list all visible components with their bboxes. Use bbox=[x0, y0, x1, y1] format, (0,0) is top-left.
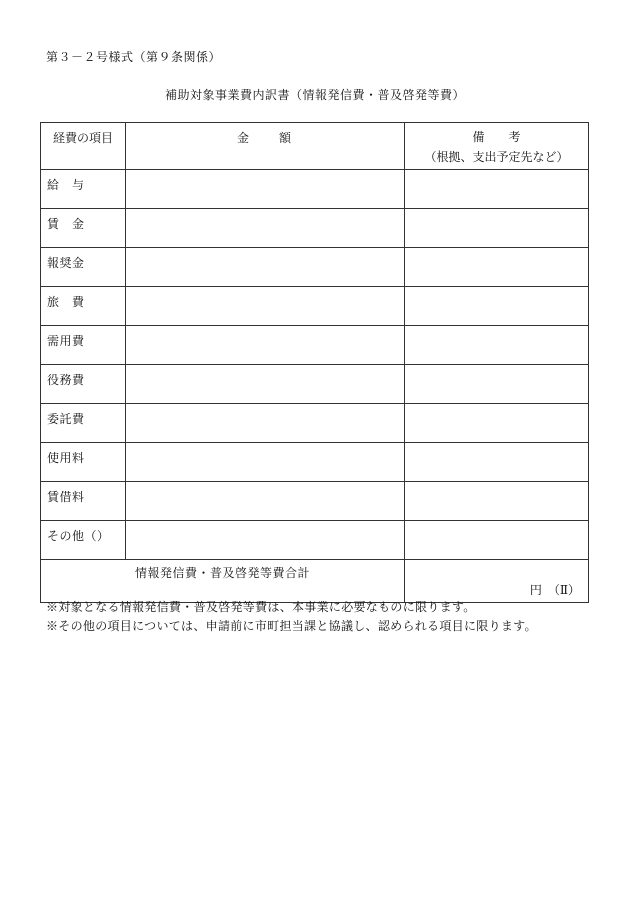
table-row bbox=[41, 365, 589, 404]
total-amount-cell[interactable] bbox=[405, 560, 589, 603]
amount-cell[interactable] bbox=[126, 521, 405, 560]
item-cell bbox=[41, 248, 126, 287]
item-label: その他（） bbox=[47, 529, 110, 543]
remarks-title: 備 考 bbox=[472, 130, 521, 144]
item-cell bbox=[41, 482, 126, 521]
item-cell bbox=[41, 443, 126, 482]
item-cell bbox=[41, 326, 126, 365]
table-row bbox=[41, 170, 589, 209]
amount-cell[interactable] bbox=[126, 443, 405, 482]
amount-cell[interactable] bbox=[126, 482, 405, 521]
remarks-cell[interactable] bbox=[405, 248, 589, 287]
amount-cell[interactable] bbox=[126, 326, 405, 365]
item-cell bbox=[41, 209, 126, 248]
amount-cell[interactable] bbox=[126, 404, 405, 443]
notes bbox=[46, 598, 537, 636]
remarks-cell[interactable] bbox=[405, 404, 589, 443]
note-line: ※対象となる情報発信費・普及啓発等費は、本事業に必要なものに限ります。 bbox=[46, 600, 476, 614]
expense-breakdown-table bbox=[40, 122, 589, 603]
table-row bbox=[41, 326, 589, 365]
note-line: ※その他の項目については、申請前に市町担当課と協議し、認められる項目に限ります。 bbox=[46, 619, 537, 633]
table-row bbox=[41, 482, 589, 521]
item-label: 使用料 bbox=[47, 451, 85, 465]
remarks-cell[interactable] bbox=[405, 482, 589, 521]
item-cell bbox=[41, 287, 126, 326]
amount-cell[interactable] bbox=[126, 365, 405, 404]
item-label: 需用費 bbox=[47, 334, 85, 348]
remarks-cell[interactable] bbox=[405, 443, 589, 482]
remarks-cell[interactable] bbox=[405, 365, 589, 404]
table-row bbox=[41, 443, 589, 482]
item-cell bbox=[41, 521, 126, 560]
item-label: 役務費 bbox=[47, 373, 85, 387]
item-label: 旅 費 bbox=[47, 295, 85, 309]
total-unit: 円 （Ⅱ） bbox=[529, 583, 580, 597]
column-header-item: 経費の項目 bbox=[41, 123, 126, 170]
amount-cell[interactable] bbox=[126, 287, 405, 326]
item-label: 給 与 bbox=[47, 178, 85, 192]
remarks-cell[interactable] bbox=[405, 521, 589, 560]
table-row bbox=[41, 248, 589, 287]
form-number: 第３－２号様式（第９条関係） bbox=[46, 50, 222, 64]
table-row bbox=[41, 521, 589, 560]
item-cell bbox=[41, 404, 126, 443]
remarks-cell[interactable] bbox=[405, 209, 589, 248]
item-cell bbox=[41, 170, 126, 209]
amount-cell[interactable] bbox=[126, 170, 405, 209]
item-label: 委託費 bbox=[47, 412, 85, 426]
table-row bbox=[41, 404, 589, 443]
item-label: 賃 金 bbox=[47, 217, 85, 231]
remarks-cell[interactable] bbox=[405, 170, 589, 209]
remarks-cell[interactable] bbox=[405, 326, 589, 365]
amount-cell[interactable] bbox=[126, 248, 405, 287]
table-row bbox=[41, 209, 589, 248]
document-title: 補助対象事業費内訳書（情報発信費・普及啓発等費） bbox=[164, 88, 465, 102]
remarks-cell[interactable] bbox=[405, 287, 589, 326]
column-header-amount: 金 額 bbox=[126, 123, 405, 170]
total-row bbox=[41, 560, 589, 603]
remarks-subtitle: （根拠、支出予定先など） bbox=[424, 150, 569, 164]
total-label: 情報発信費・普及啓発等費合計 bbox=[41, 560, 405, 603]
item-cell bbox=[41, 365, 126, 404]
amount-cell[interactable] bbox=[126, 209, 405, 248]
column-header-remarks bbox=[405, 123, 589, 170]
table-header-row bbox=[41, 123, 589, 170]
item-label: 賃借料 bbox=[47, 490, 85, 504]
table-row bbox=[41, 287, 589, 326]
item-label: 報奨金 bbox=[47, 256, 85, 270]
